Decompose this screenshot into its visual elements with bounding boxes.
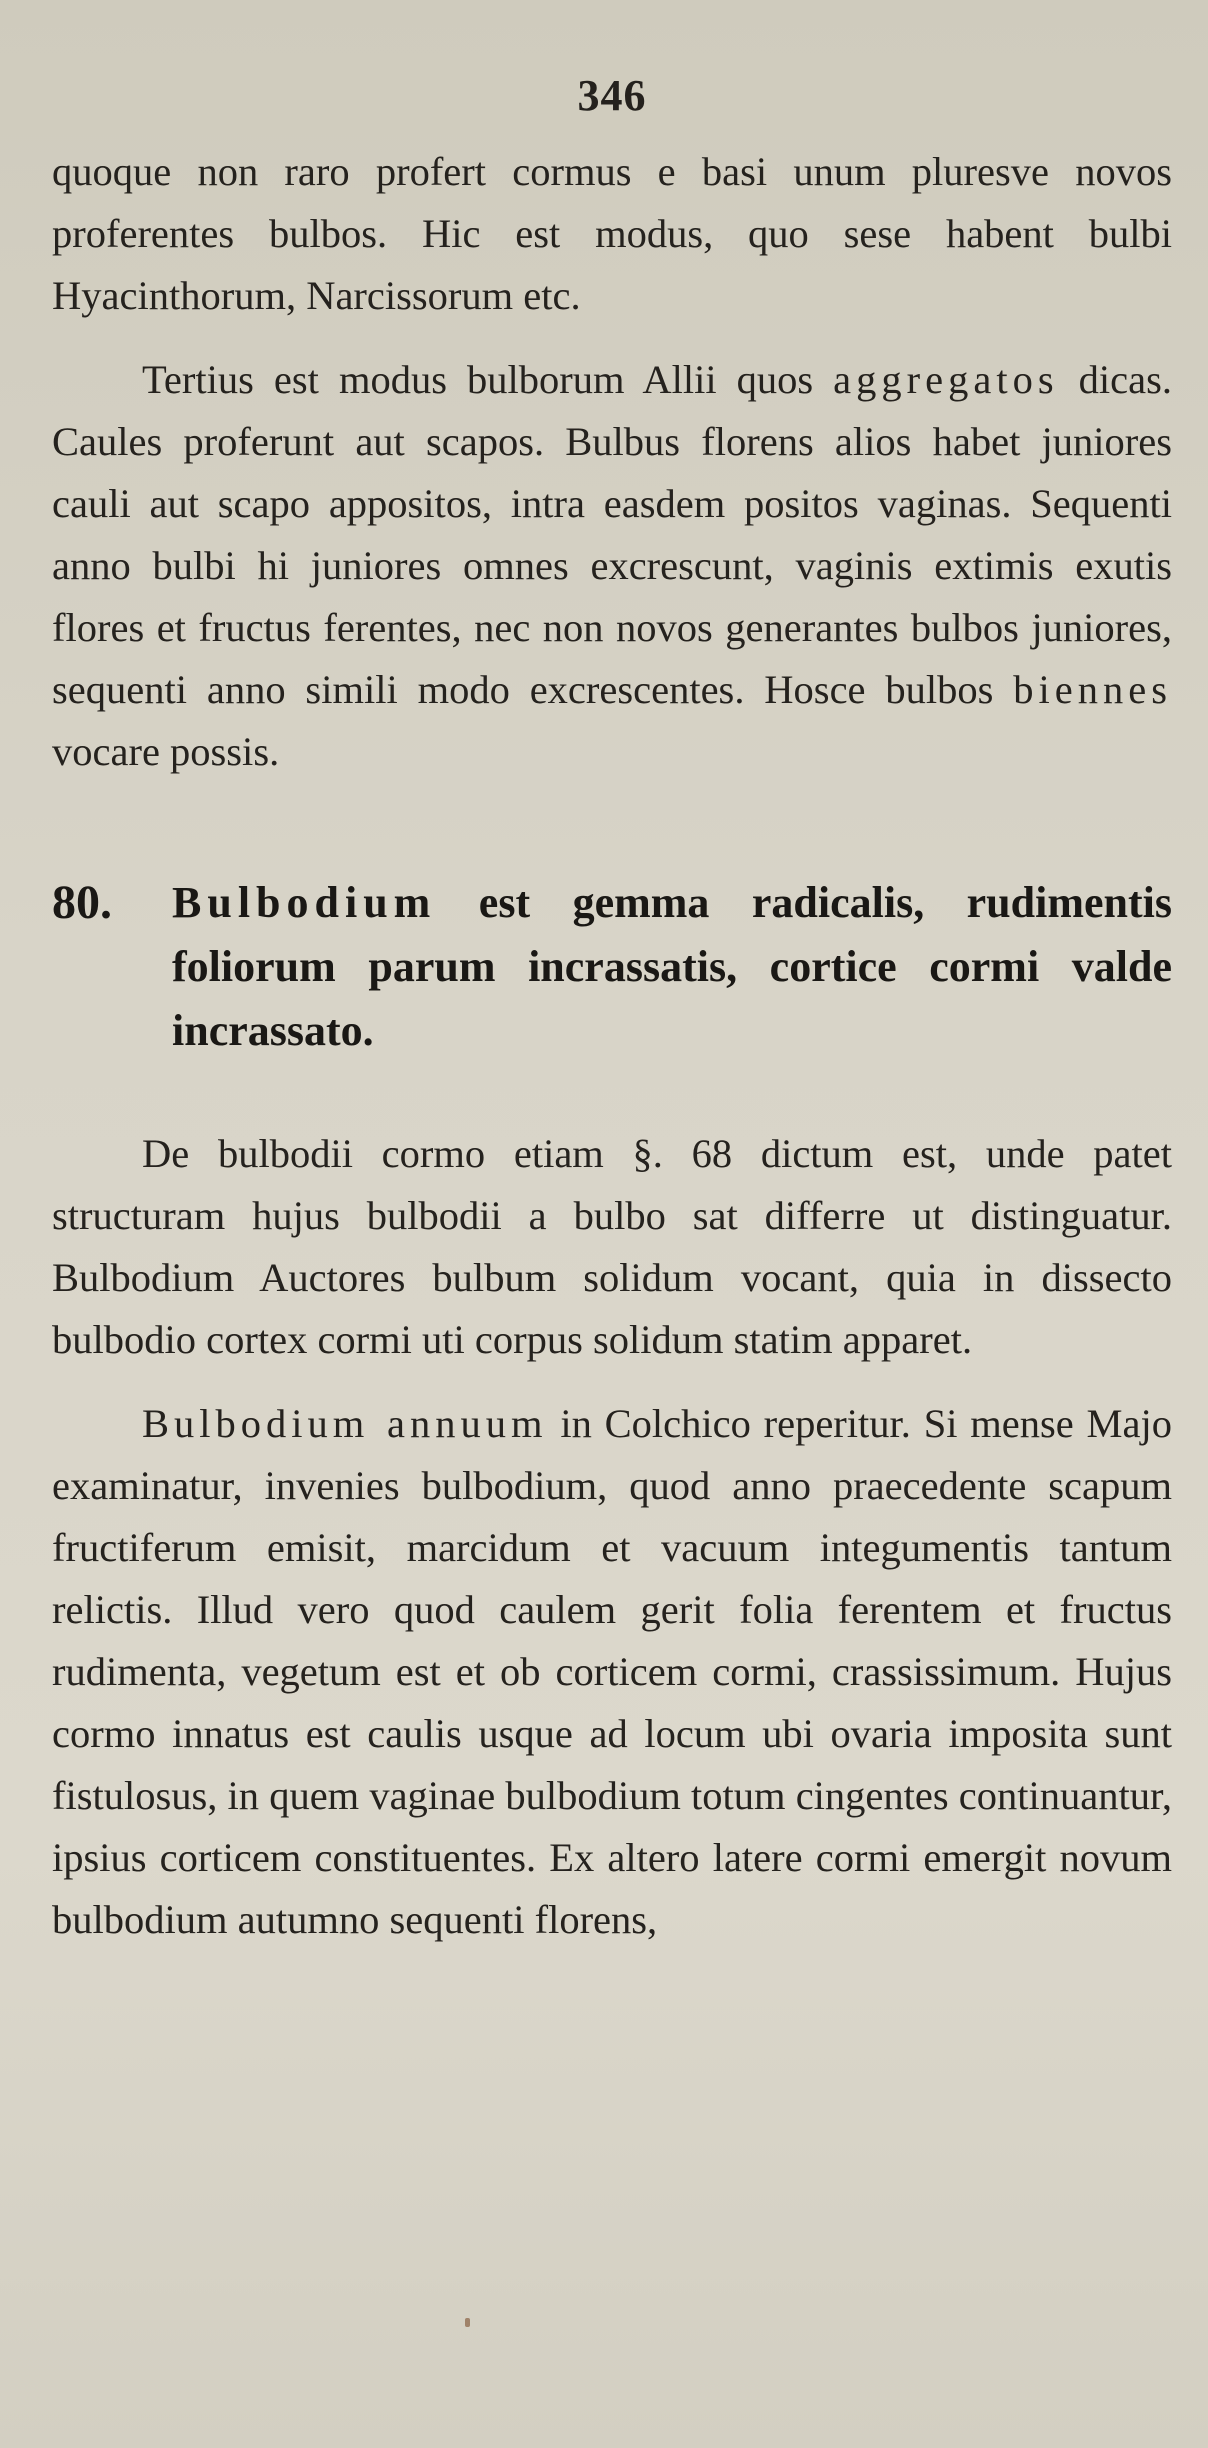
book-page xyxy=(52,70,1172,1951)
section-term: Bulbodium xyxy=(172,878,437,927)
spaced-term-aggregatos: aggregatos xyxy=(833,357,1059,402)
paragraph-text: vocare possis. xyxy=(52,729,280,774)
paragraph-text: dicas. Caules proferunt aut scapos. Bulbus florens alios habet juniores cauli aut scapo appositos, intra easdem positos vaginas. Sequenti anno bulbi hi juniores omnes excrescunt, vaginis extimis exutis flores et fructus ferentes, nec non novos generantes bulbos juniores, sequenti anno simili modo excrescentes. Hosce bulbos xyxy=(52,357,1172,712)
section-definition-text: est gemma radicalis, rudimentis foliorum parum incrassatis, cortice cormi valde incrassato. xyxy=(172,878,1172,1055)
paper-stain xyxy=(465,2318,470,2327)
section-heading-80 xyxy=(52,871,1172,1063)
section-number: 80. xyxy=(52,876,112,929)
spaced-term-bulbodium-annuum: Bulbodium annuum xyxy=(142,1401,548,1446)
paragraph-bulbodium-annuum xyxy=(52,1393,1172,1951)
section-definition xyxy=(172,871,1172,1063)
paragraph-text: Tertius est modus bulborum Allii quos xyxy=(142,357,834,402)
paragraph-text: in Colchico reperitur. Si mense Majo examinatur, invenies bulbodium, quod anno praecedente scapum fructiferum emisit, marcidum et vacuum integumentis tantum relictis. Illud vero quod caulem gerit folia ferentem et fructus rudimenta, vegetum est et ob corticem cormi, crassissimum. Hujus cormo innatus est caulis usque ad locum ubi ovaria imposita sunt fistulosus, in quem vaginae bulbodium totum cingentes continuantur, ipsius corticem constituentes. Ex altero latere cormi emergit novum bulbodium autumno sequenti florens, xyxy=(52,1401,1173,1942)
spaced-term-biennes: biennes xyxy=(1013,667,1172,712)
paragraph-continuation: quoque non raro profert cormus e basi unum pluresve novos proferentes bulbos. Hic est modus, quo sese habent bulbi Hyacinthorum, Narcissorum etc. xyxy=(52,149,1172,318)
paragraph-de-bulbodii: De bulbodii cormo etiam §. 68 dictum est, unde patet structuram hujus bulbodii a bulbo sat differre ut distinguatur. Bulbodium Auctores bulbum solidum vocant, quia in dissecto bulbodio cortex cormi uti corpus solidum statim apparet. xyxy=(52,1131,1172,1362)
paragraph-tertius xyxy=(52,349,1172,783)
page-number: 346 xyxy=(577,71,647,120)
